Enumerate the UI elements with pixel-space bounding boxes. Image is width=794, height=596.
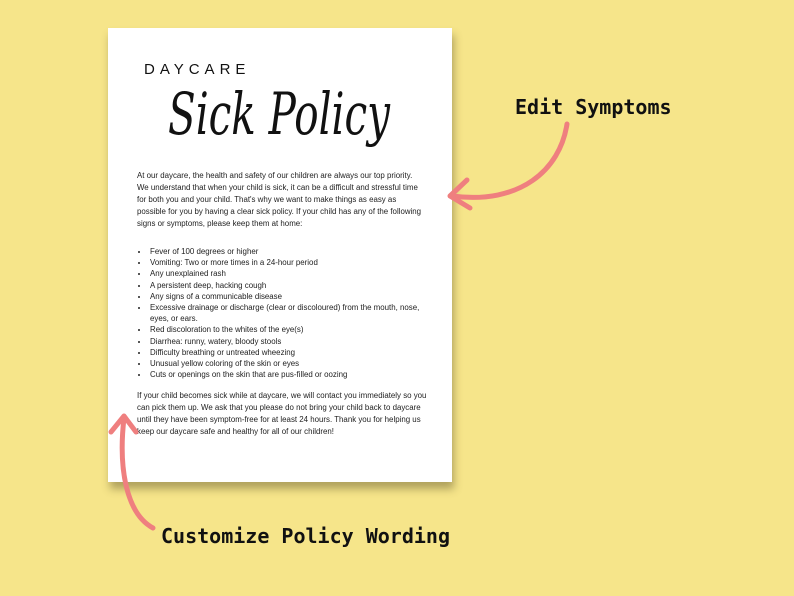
symptoms-list <box>137 246 439 380</box>
symptom-item: • Diarrhea: runny, watery, bloody stools <box>149 336 439 347</box>
intro-paragraph: At our daycare, the health and safety of our children are always our top priority. We understand that when your child is sick, it can be a difficult and stressful time for both you and your child. That's why we want to make things as easy as possible for you by having a clear sick policy. If your child has any of the following signs or symptoms, please keep them at home: <box>137 171 422 228</box>
edit-symptoms-callout: Edit Symptoms <box>515 95 672 119</box>
symptom-item: • Fever of 100 degrees or higher <box>149 246 439 257</box>
symptom-item: • A persistent deep, hacking cough <box>149 280 439 291</box>
symptom-item: • Excessive drainage or discharge (clear or discoloured) from the mouth, nose, eyes, or ears. <box>149 302 439 324</box>
symptom-item: • Difficulty breathing or untreated wheezing <box>149 347 439 358</box>
symptom-item: • Red discoloration to the whites of the eye(s) <box>149 324 439 335</box>
customize-wording-callout: Customize Policy Wording <box>161 524 450 548</box>
symptom-item: • Any signs of a communicable disease <box>149 291 439 302</box>
symptom-item: • Vomiting: Two or more times in a 24-hour period <box>149 257 439 268</box>
document-kicker: DAYCARE <box>144 61 251 78</box>
script-title-graphic <box>108 74 452 148</box>
script-title: Sick Policy <box>168 80 391 148</box>
curved-arrow-icon <box>450 124 567 208</box>
symptom-item: • Unusual yellow coloring of the skin or eyes <box>149 358 439 369</box>
symptom-item: • Any unexplained rash <box>149 268 439 279</box>
symptom-item: • Cuts or openings on the skin that are pus-filled or oozing <box>149 369 439 380</box>
policy-document-page <box>108 28 452 482</box>
closing-paragraph: If your child becomes sick while at daycare, we will contact you immediately so you can pick them up. We ask that you please do not bring your child back to daycare until they have been symptom-free for at least 24 hours. Thank you for helping us keep our daycare safe and healthy for all of our children! <box>137 391 427 436</box>
